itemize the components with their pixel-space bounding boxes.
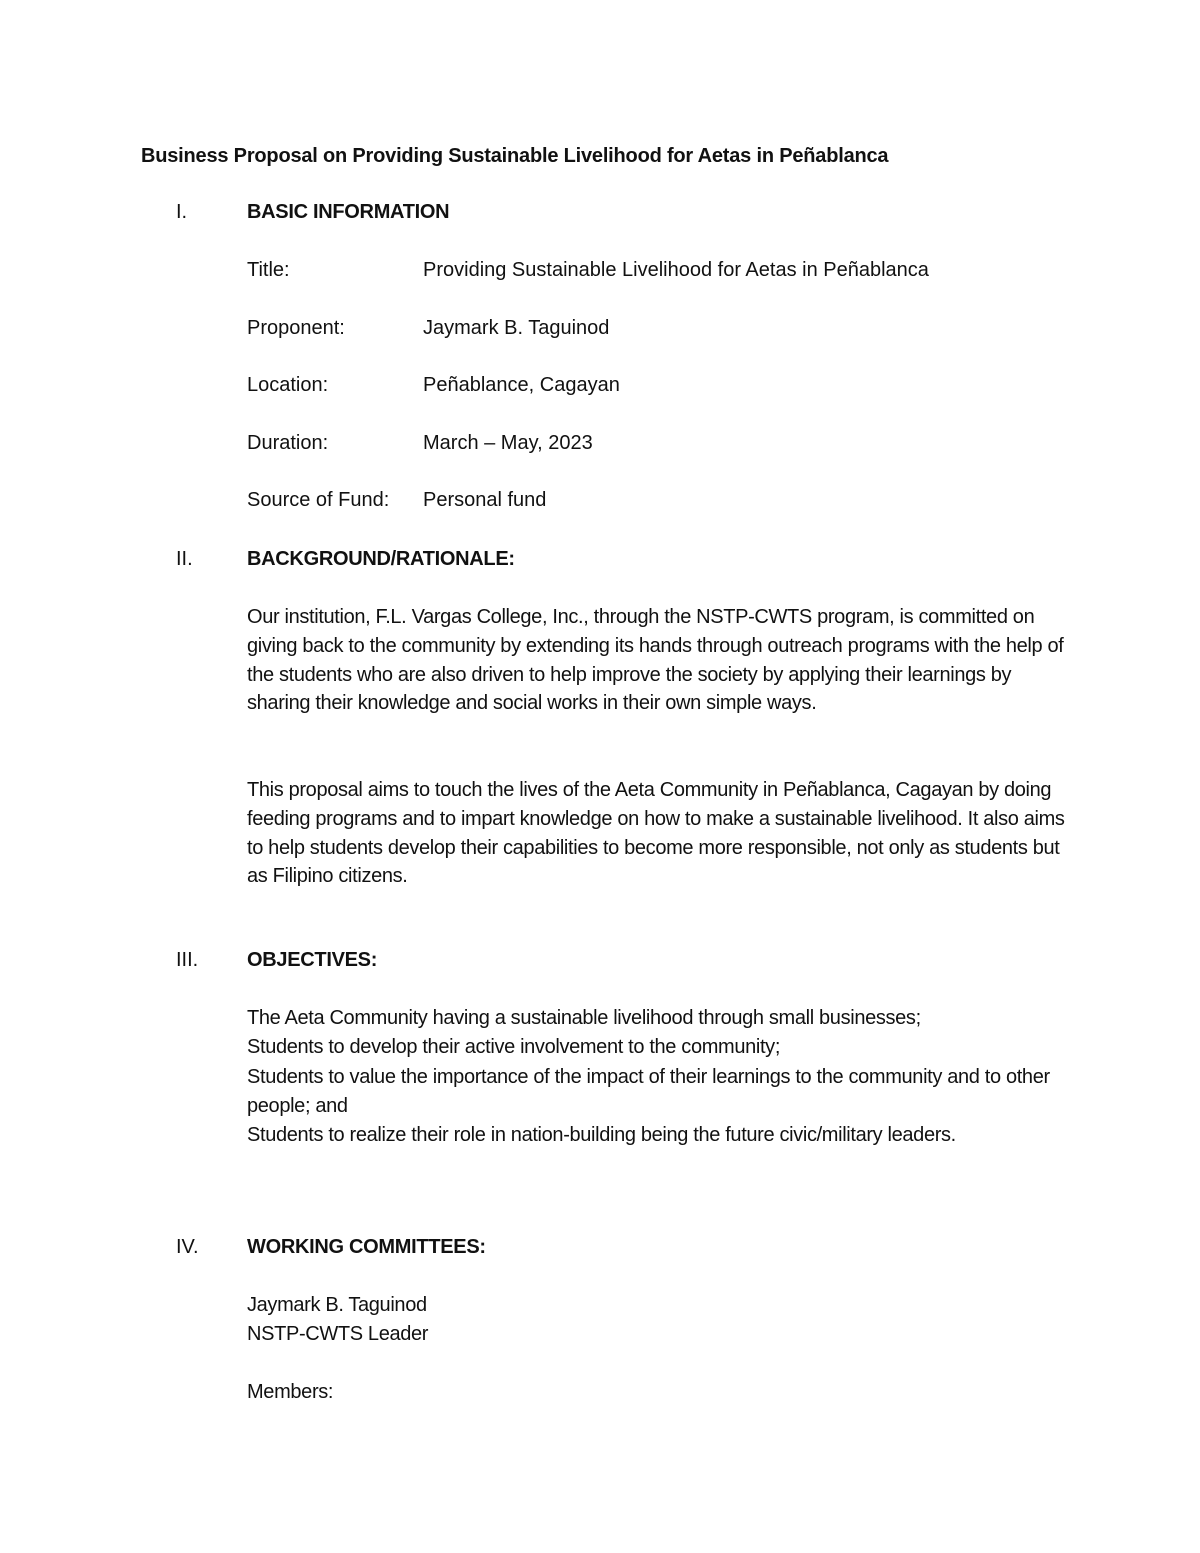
section-numeral-4: IV. (176, 1236, 199, 1258)
section-numeral-3: III. (176, 949, 199, 971)
objective-item-3: Students to value the importance of the impact of their learnings to the community and to other people; and (247, 1066, 1050, 1117)
info-value-proponent: Jaymark B. Taguinod (423, 317, 610, 339)
section-heading-background: BACKGROUND/RATIONALE: (247, 548, 515, 570)
info-label-location: Location: (247, 374, 329, 396)
section-heading-basic-information: BASIC INFORMATION (247, 201, 450, 223)
section-heading-objectives: OBJECTIVES: (247, 949, 378, 971)
objective-item-2: Students to develop their active involvement to the community; (247, 1036, 781, 1058)
committee-members-label: Members: (247, 1381, 334, 1403)
info-label-title: Title: (247, 259, 290, 281)
info-value-location: Peñablance, Cagayan (423, 374, 620, 396)
section-numeral-1: I. (176, 201, 188, 223)
info-label-duration: Duration: (247, 432, 329, 454)
info-value-source-of-fund: Personal fund (423, 489, 547, 511)
info-label-source-of-fund: Source of Fund: (247, 489, 390, 511)
objective-item-1: The Aeta Community having a sustainable livelihood through small businesses; (247, 1007, 921, 1029)
committee-leader-name: Jaymark B. Taguinod (247, 1294, 427, 1316)
committee-leader-role: NSTP-CWTS Leader (247, 1323, 429, 1345)
info-label-proponent: Proponent: (247, 317, 345, 339)
info-value-duration: March – May, 2023 (423, 432, 593, 454)
objective-item-4: Students to realize their role in nation-building being the future civic/military leaders. (247, 1124, 956, 1146)
info-value-title: Providing Sustainable Livelihood for Aetas in Peñablanca (423, 259, 929, 281)
document-title: Business Proposal on Providing Sustainable Livelihood for Aetas in Peñablanca (141, 145, 889, 167)
background-paragraph-2: This proposal aims to touch the lives of the Aeta Community in Peñablanca, Cagayan by doing feeding programs and to impart knowledge on how to make a sustainable livelihood. It also aims to help students develop their capabilities to become more responsible, not only as students but as Filipino citizens. (247, 779, 1065, 888)
background-paragraph-1: Our institution, F.L. Vargas College, Inc., through the NSTP-CWTS program, is committed on giving back to the community by extending its hands through outreach programs with the help of the students who are also driven to help improve the society by applying their learnings by sharing their knowledge and social works in their own simple ways. (247, 606, 1064, 715)
section-numeral-2: II. (176, 548, 193, 570)
section-heading-working-committees: WORKING COMMITTEES: (247, 1236, 486, 1258)
